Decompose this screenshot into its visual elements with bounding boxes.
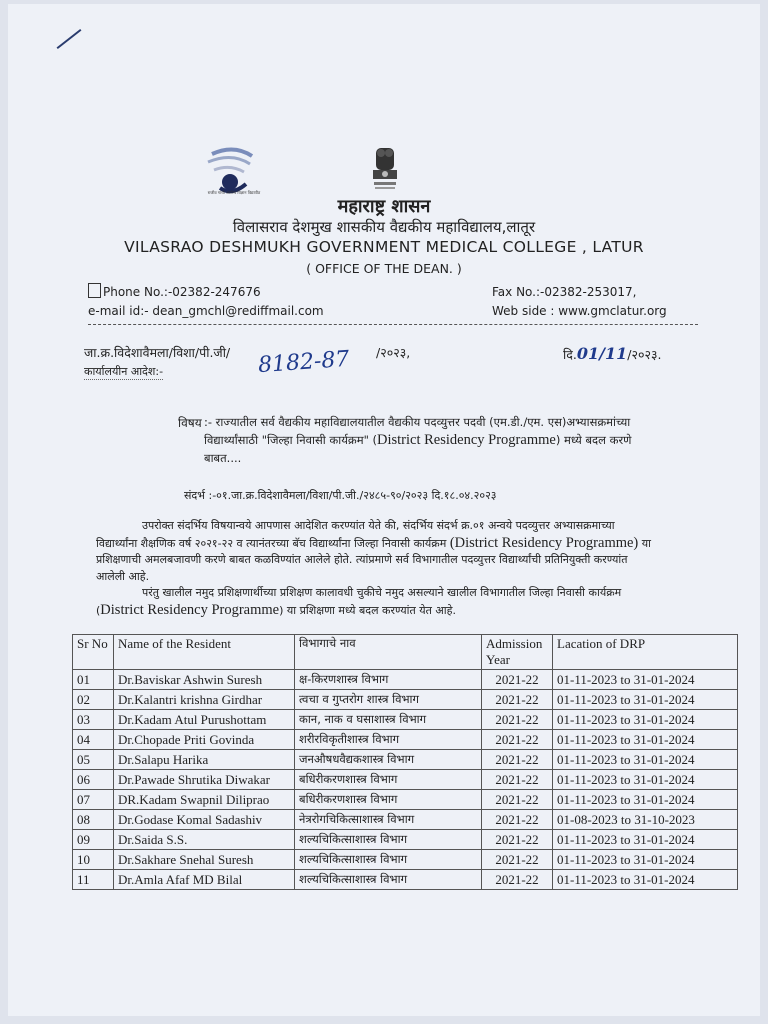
cell-period: 01-11-2023 to 31-01-2024 [553, 690, 738, 710]
cell-department: शरीरविकृतीशास्त्र विभाग [295, 730, 482, 750]
table-row [73, 790, 738, 810]
paragraph-2: परंतु खालील नमुद प्रशिक्षणार्थीच्या प्रशिक्षण कालावधी चुकीचे नमुद असल्याने खालील विभागातील जिल्हा निवासी कार्यक्रम (District Residency Programme) या प्रशिक्षणा मध्ये बदल करण्यांत येत आहे. [96, 586, 622, 618]
divider [88, 324, 698, 325]
cell-period: 01-11-2023 to 31-01-2024 [553, 850, 738, 870]
cell-period: 01-11-2023 to 31-01-2024 [553, 730, 738, 750]
date-suffix: /२०२३. [627, 347, 662, 362]
office-order-label: कार्यालयीन आदेश:- [84, 365, 164, 378]
cell-sr: 08 [73, 810, 114, 830]
header-admission-year: Admission Year [482, 635, 553, 670]
cell-admission-year: 2021-22 [482, 670, 553, 690]
government-title: महाराष्ट्र शासन [337, 196, 431, 217]
cell-sr: 02 [73, 690, 114, 710]
cell-name: Dr.Godase Komal Sadashiv [114, 810, 295, 830]
table-row [73, 690, 738, 710]
cell-sr: 03 [73, 710, 114, 730]
cell-name: Dr.Saida S.S. [114, 830, 295, 850]
cell-department: बधिरीकरणशास्त्र विभाग [295, 790, 482, 810]
header-department: विभागाचे नाव [295, 635, 482, 670]
date-prefix: दि. [563, 347, 577, 362]
cell-sr: 05 [73, 750, 114, 770]
reference-date [563, 344, 661, 363]
cell-department: शल्यचिकित्साशास्त्र विभाग [295, 830, 482, 850]
pen-mark [57, 29, 82, 49]
table-header-row [73, 635, 738, 670]
references-line: संदर्भ :-०१.जा.क्र.विदेशावैमला/विशा/पी.जी./२४८५-९०/२०२३ दि.१८.०४.२०२३ [184, 489, 497, 502]
handwritten-reference-number: 8182-87 [257, 346, 351, 379]
cell-admission-year: 2021-22 [482, 730, 553, 750]
cell-department: त्वचा व गुप्तरोग शास्त्र विभाग [295, 690, 482, 710]
college-name-english: VILASRAO DESHMUKH GOVERNMENT MEDICAL COLLEGE , LATUR [124, 238, 644, 256]
cell-name: Dr.Sakhare Snehal Suresh [114, 850, 295, 870]
cell-period: 01-11-2023 to 31-01-2024 [553, 710, 738, 730]
paragraph-1: उपरोक्त संदर्भिय विषयान्वये आपणास आदेशित करण्यांत येते की, संदर्भिय संदर्भ क्र.०१ अन्वये पदव्युत्तर अभ्यासक्रमाच्या विद्यार्थ्यांना शैक्षणिक वर्ष २०२१-२२ व त्यानंतरच्या बॅच विद्यार्थ्यांना जिल्हा निवासी कार्यक्रम (District Residency Programme) या प्रशिक्षणाची अमलबजावणी करणे बाबत कळविण्यांत आलेले होते. त्यांप्रमाणे सर्व विभागातील पदव्युत्तर विद्यार्थ्यांची प्रतिनियुक्ती करण्यांत आलेली आहे. [96, 519, 651, 583]
residents-table [72, 634, 738, 890]
subject-text: :- राज्यातील सर्व वैद्यकीय महाविद्यालयातील वैद्यकीय पदव्युत्तर पदवी (एम.डी./एम. एस)अभ्यासक्रमांच्या विद्यार्थ्यांसाठी "जिल्हा निवासी कार्यक्रम" (District Residency Programme) मध्ये बदल करणे बाबत.... [204, 415, 632, 465]
cell-sr: 01 [73, 670, 114, 690]
cell-admission-year: 2021-22 [482, 830, 553, 850]
fax-number: Fax No.:-02382-253017, [492, 285, 637, 299]
cell-period: 01-11-2023 to 31-01-2024 [553, 770, 738, 790]
cell-name: Dr.Kadam Atul Purushottam [114, 710, 295, 730]
cell-department: नेत्ररोगचिकित्साशास्त्र विभाग [295, 810, 482, 830]
cell-admission-year: 2021-22 [482, 770, 553, 790]
cell-sr: 10 [73, 850, 114, 870]
contact-right [492, 283, 667, 321]
university-logo-icon [194, 144, 264, 196]
header-location: Lacation of DRP [553, 635, 738, 670]
cell-name: Dr.Baviskar Ashwin Suresh [114, 670, 295, 690]
cell-admission-year: 2021-22 [482, 750, 553, 770]
cell-period: 01-11-2023 to 31-01-2024 [553, 790, 738, 810]
cell-name: Dr.Chopade Priti Govinda [114, 730, 295, 750]
table-row [73, 710, 738, 730]
table-row [73, 870, 738, 890]
cell-period: 01-11-2023 to 31-01-2024 [553, 670, 738, 690]
office-of-dean: ( OFFICE OF THE DEAN. ) [306, 261, 462, 276]
cell-department: जनऔषधवैद्यकशास्त्र विभाग [295, 750, 482, 770]
table-row [73, 730, 738, 750]
handwritten-date: 01/11 [576, 344, 628, 363]
reference-year: /२०२३, [376, 345, 411, 360]
cell-admission-year: 2021-22 [482, 790, 553, 810]
cell-admission-year: 2021-22 [482, 690, 553, 710]
cell-admission-year: 2021-22 [482, 850, 553, 870]
body-text [96, 518, 656, 619]
header-name: Name of the Resident [114, 635, 295, 670]
college-name-marathi: विलासराव देशमुख शासकीय वैद्यकीय महाविद्यालय,लातूर [232, 218, 536, 236]
cell-name: Dr.Amla Afaf MD Bilal [114, 870, 295, 890]
cell-admission-year: 2021-22 [482, 710, 553, 730]
checkbox-icon [88, 283, 101, 298]
cell-department: शल्यचिकित्साशास्त्र विभाग [295, 850, 482, 870]
cell-sr: 11 [73, 870, 114, 890]
header-sr-no: Sr No [73, 635, 114, 670]
cell-period: 01-08-2023 to 31-10-2023 [553, 810, 738, 830]
cell-sr: 07 [73, 790, 114, 810]
document-page [8, 4, 760, 1016]
cell-name: DR.Kadam Swapnil Diliprao [114, 790, 295, 810]
table-row [73, 750, 738, 770]
table-row [73, 810, 738, 830]
table-row [73, 850, 738, 870]
contact-left [88, 283, 324, 321]
cell-name: Dr.Pawade Shrutika Diwakar [114, 770, 295, 790]
cell-name: Dr.Kalantri krishna Girdhar [114, 690, 295, 710]
reference-prefix: जा.क्र.विदेशावैमला/विशा/पी.जी/ [84, 345, 231, 360]
table-row [73, 770, 738, 790]
ashoka-emblem-icon [370, 144, 400, 194]
cell-sr: 09 [73, 830, 114, 850]
cell-sr: 06 [73, 770, 114, 790]
phone-number: Phone No.:-02382-247676 [103, 285, 261, 299]
cell-admission-year: 2021-22 [482, 810, 553, 830]
email-address: e-mail id:- dean_gmchl@rediffmail.com [88, 304, 324, 318]
cell-period: 01-11-2023 to 31-01-2024 [553, 830, 738, 850]
table-row [73, 830, 738, 850]
cell-name: Dr.Salapu Harika [114, 750, 295, 770]
cell-department: शल्यचिकित्साशास्त्र विभाग [295, 870, 482, 890]
cell-sr: 04 [73, 730, 114, 750]
cell-department: कान, नाक व घसाशास्त्र विभाग [295, 710, 482, 730]
table-row [73, 670, 738, 690]
subject-label: विषय [178, 416, 202, 430]
website: Web side : www.gmclatur.org [492, 304, 667, 318]
cell-period: 01-11-2023 to 31-01-2024 [553, 750, 738, 770]
cell-department: क्ष-किरणशास्त्र विभाग [295, 670, 482, 690]
cell-period: 01-11-2023 to 31-01-2024 [553, 870, 738, 890]
logo-caption: राजीव गांधी आरोग्य विज्ञान विद्यापीठ [207, 190, 261, 195]
cell-admission-year: 2021-22 [482, 870, 553, 890]
cell-department: बधिरीकरणशास्त्र विभाग [295, 770, 482, 790]
